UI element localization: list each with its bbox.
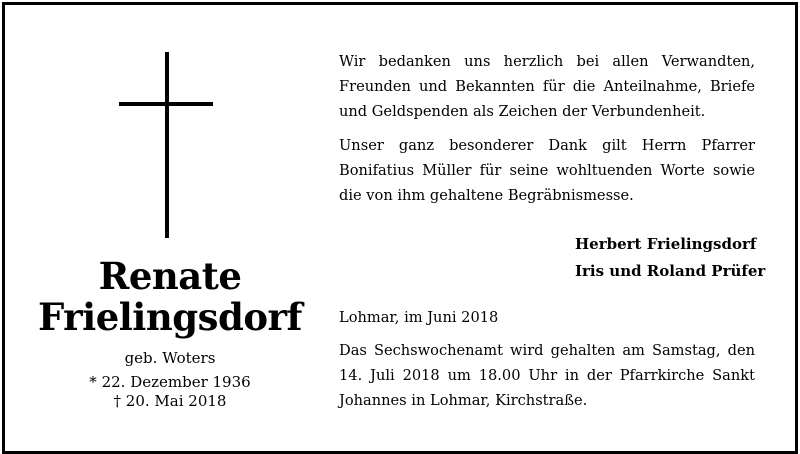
signatory-1: Herbert Frielingsdorf — [575, 235, 757, 253]
thanks-paragraph: Wir bedanken uns herzlich bei allen Verwandten, Freunden und Bekannten für die Anteilnahme, Briefe und Geldspenden als Zeichen der Verbundenheit. — [339, 53, 755, 120]
deceased-last-name: Frielingsdorf — [38, 295, 302, 339]
birth-name: geb. Woters — [124, 349, 216, 367]
birth-date: * 22. Dezember 1936 — [89, 373, 251, 391]
notice-frame — [2, 2, 798, 454]
deceased-first-name: Renate — [98, 254, 242, 298]
pastor-thanks-paragraph: Unser ganz besonderer Dank gilt Herrn Pfarrer Bonifatius Müller für seine wohltuenden Worte sowie die von ihm gehaltene Begräbnismesse. — [339, 137, 755, 204]
cross-icon-horizontal — [119, 102, 213, 106]
mass-notice: Das Sechswochenamt wird gehalten am Samstag, den 14. Juli 2018 um 18.00 Uhr in der Pfarrkirche Sankt Johannes in Lohmar, Kirchstraße. — [339, 342, 755, 409]
place-date: Lohmar, im Juni 2018 — [339, 309, 499, 326]
cross-icon-vertical — [165, 52, 169, 238]
signatory-2: Iris und Roland Prüfer — [575, 262, 766, 280]
death-date: † 20. Mai 2018 — [113, 392, 227, 410]
